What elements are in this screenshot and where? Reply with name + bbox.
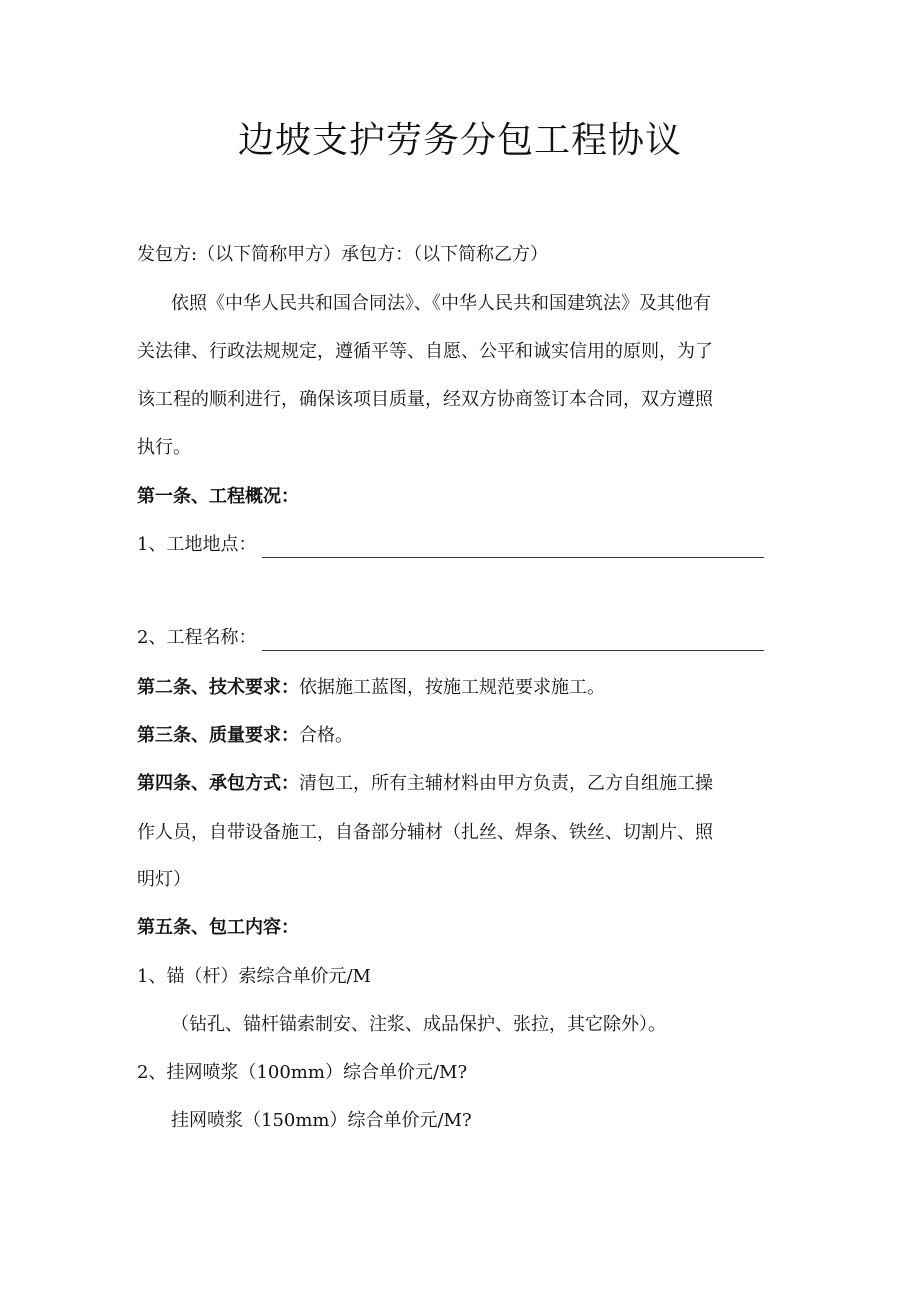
article5-item-1-note: （钻孔、锚杆锚索制安、注浆、成品保护、张拉，其它除外）。 xyxy=(171,1014,666,1035)
article4-row xyxy=(137,771,787,797)
preamble-line-1: 依照《中华人民共和国合同法》、《中华人民共和国建筑法》及其他有 xyxy=(171,293,711,314)
article3-heading: 第三条、质量要求： xyxy=(137,725,299,746)
article2-text: 依据施工蓝图，按施工规范要求施工。 xyxy=(299,677,605,698)
preamble-line-3: 该工程的顺利进行，确保该项目质量，经双方协商签订本合同，双方遵照 xyxy=(137,389,713,410)
article4-text-line-2: 作人员，自带设备施工，自备部分辅材（扎丝、焊条、铁丝、切割片、照 xyxy=(137,822,713,843)
preamble-line-2: 关法律、行政法规规定，遵循平等、自愿、公平和诚实信用的原则，为了 xyxy=(137,341,713,362)
preamble-line-4: 执行。 xyxy=(137,437,191,458)
article1-heading: 第一条、工程概况： xyxy=(137,486,299,507)
article3-text: 合格。 xyxy=(299,725,353,746)
article3-row xyxy=(137,723,787,749)
article5-heading: 第五条、包工内容： xyxy=(137,917,299,938)
article2-row xyxy=(137,675,787,701)
site-location-row xyxy=(137,532,787,558)
site-location-label: 1、工地地点： xyxy=(137,534,257,555)
article4-text-line-3: 明灯） xyxy=(137,869,191,890)
article4-heading: 第四条、承包方式： xyxy=(137,773,299,794)
article5-item-2b: 挂网喷浆（150mm）综合单价元/M? xyxy=(171,1110,472,1131)
article2-heading: 第二条、技术要求： xyxy=(137,677,299,698)
parties-line: 发包方:（以下简称甲方）承包方：（以下简称乙方） xyxy=(137,244,549,265)
project-name-label: 2、工程名称： xyxy=(137,627,257,648)
project-name-row xyxy=(137,625,787,651)
article4-text-line-1: 清包工，所有主辅材料由甲方负责，乙方自组施工操 xyxy=(299,773,713,794)
site-location-blank xyxy=(262,537,764,558)
article5-item-2: 2、挂网喷浆（100mm）综合单价元/M? xyxy=(137,1062,468,1083)
article5-item-1: 1、锚（杆）索综合单价元/M xyxy=(137,966,371,987)
document-title: 边坡支护劳务分包工程协议 xyxy=(237,120,682,161)
project-name-blank xyxy=(262,630,764,651)
